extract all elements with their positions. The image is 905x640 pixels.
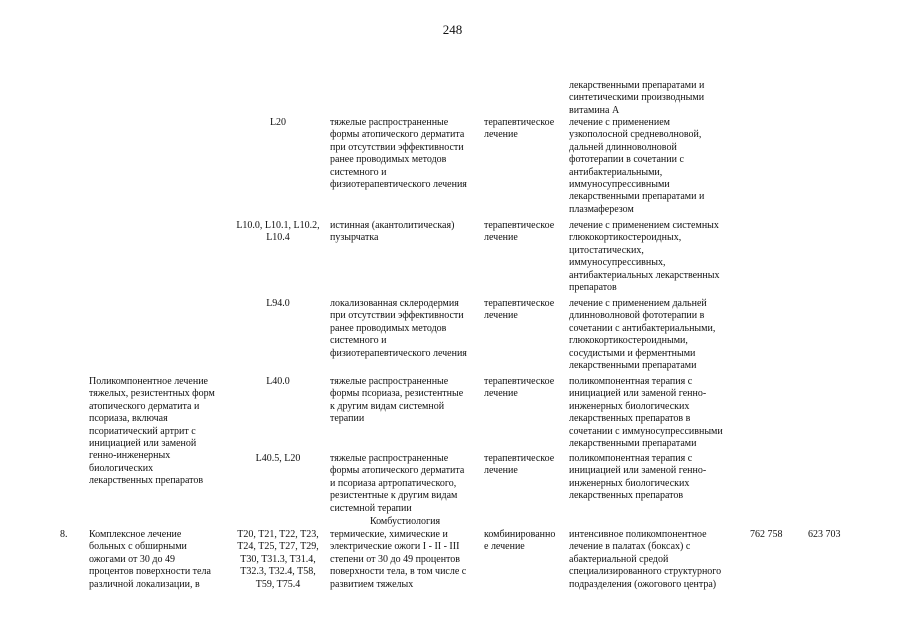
section-heading: Комбустиология	[369, 516, 441, 527]
group-name: Поликомпонентное лечение тяжелых, резистентных форм атопического дерматита и псориаза, включая псориатический артрит с инициацией или заменой генно-инженерных биологических лекарственных препаратов	[89, 376, 215, 487]
row-treatment-type: терапевтическое лечение	[484, 453, 555, 477]
row-treatment-method: поликомпонентная терапия с инициацией или заменой генно- инженерных биологических лекарственных препаратов в сочетании с иммуносупрессивными лекарственными препаратами	[569, 376, 723, 450]
row-patient-model: тяжелые распространенные формы псориаза, резистентные к другим видам системной терапии	[330, 376, 464, 425]
treatment-continuation: лекарственными препаратами и синтетическими производными витамина А	[569, 80, 705, 116]
row-treatment-type: терапевтическое лечение	[484, 220, 555, 244]
item-treatment-type: комбинированно е лечение	[484, 529, 556, 553]
row-patient-model: тяжелые распространенные формы атопического дерматита и псориаза артропатического, резистентные к другим видам системной терапии	[330, 453, 465, 514]
row-treatment-type: терапевтическое лечение	[484, 117, 555, 141]
page-number: 248	[442, 22, 463, 37]
row-codes: L40.0	[266, 376, 290, 387]
row-codes: L20	[269, 117, 287, 128]
row-codes: L40.5, L20	[255, 453, 301, 464]
item-name: Комплексное лечение больных с обширными ожогами от 30 до 49 процентов поверхности тела различной локализации, в	[89, 529, 211, 590]
item-codes: T20, T21, T22, T23, T24, T25, T27, T29, T30, T31.3, T31.4, T32.3, T32.4, T58, T59, T75.4	[237, 529, 319, 590]
row-treatment-method: лечение с применением дальней длинноволновой фототерапии в сочетании с антибактериальными, глюкокортикостероидными, сосудистыми и ферментными лекарственными препаратами	[569, 298, 716, 372]
item-cost-1: 762 758	[750, 529, 783, 540]
row-treatment-type: терапевтическое лечение	[484, 376, 555, 400]
row-treatment-method: лечение с применением системных глюкокортикостероидных, цитостатических, иммуносупрессивных, антибактериальных лекарственных препаратов	[569, 220, 720, 294]
row-treatment-method: лечение с применением узкополосной средневолновой, дальней длинноволновой фототерапии в сочетании с антибактериальными, иммуносупрессивными лекарственными препаратами и плазмаферезом	[569, 117, 705, 215]
row-patient-model: тяжелые распространенные формы атопического дерматита при отсутствии эффективности ранее проводимых методов системного и физиотерапевтического лечения	[330, 117, 467, 191]
row-codes: L10.0, L10.1, L10.2, L10.4	[236, 220, 320, 244]
row-patient-model: истинная (акантолитическая) пузырчатка	[330, 220, 455, 244]
row-treatment-method: поликомпонентная терапия с инициацией или заменой генно- инженерных биологических лекарственных препаратов	[569, 453, 707, 502]
item-patient-model: термические, химические и электрические ожоги I - II - III степени от 30 до 49 процентов поверхности тела, в том числе с развитием тяжелых	[330, 529, 467, 590]
row-patient-model: локализованная склеродермия при отсутствии эффективности ранее проводимых методов системного и физиотерапевтического лечения	[330, 298, 467, 359]
row-treatment-type: терапевтическое лечение	[484, 298, 555, 322]
row-codes: L94.0	[266, 298, 290, 309]
item-treatment-method: интенсивное поликомпонентное лечение в палатах (боксах) с абактериальной средой специализированного структурного подразделения (ожогового центра)	[569, 529, 722, 590]
item-cost-2: 623 703	[808, 529, 841, 540]
item-number: 8.	[60, 529, 68, 540]
